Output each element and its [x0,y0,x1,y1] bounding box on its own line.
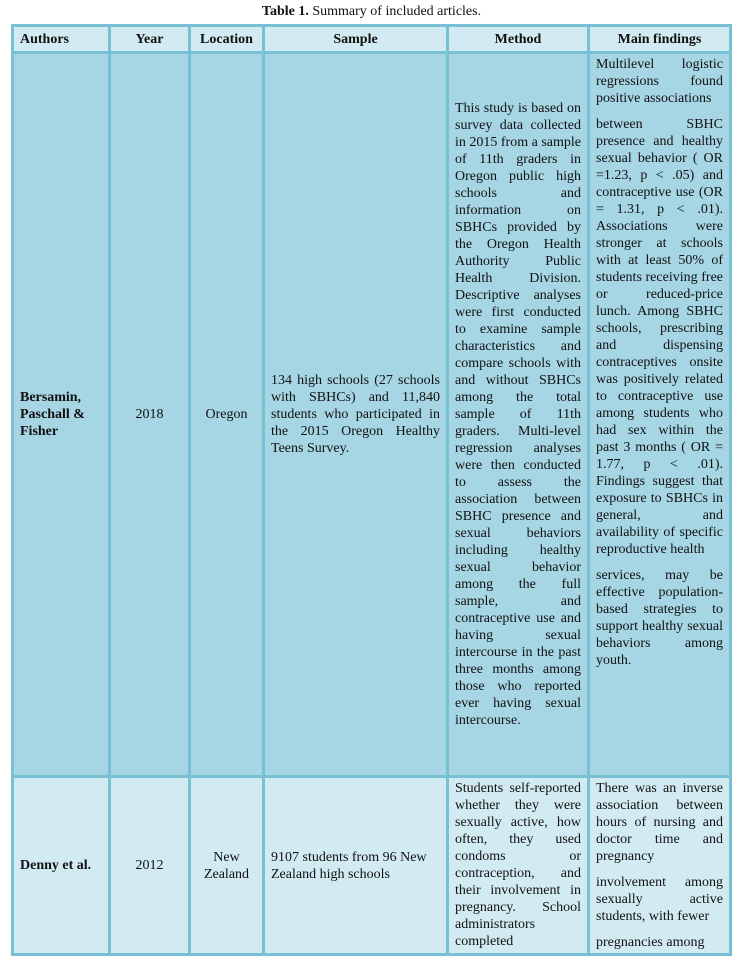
header-year: Year [110,26,190,53]
table-header-row [13,26,731,53]
cell-main-findings [589,53,731,777]
cell-authors: Bersamin, Paschall & Fisher [13,53,110,777]
cell-sample: 134 high schools (27 schools with SBHCs) and 11,840 students who participated in the 2015 Oregon Healthy Teens Survey. [264,53,448,777]
findings-paragraph: pregnancies among [596,935,705,950]
table-row [13,53,731,777]
cell-location: New Zealand [190,777,264,955]
header-method: Method [448,26,589,53]
findings-paragraph: between SBHC presence and healthy sexual behavior ( OR =1.23, p < .05) and contraceptive use (OR = 1.31, p < .01). Associations were stronger at schools with at least 50% of students receiving free or reduced-price lunch. Among SBHC schools, prescribing and dispensing contraceptives onsite was positively related to contraceptive use among students who had sex within the past 3 months ( OR = 1.77, p < .01). Findings suggest that exposure to SBHCs in general, and availability of specific reproductive health [596,117,723,557]
cell-authors: Denny et al. [13,777,110,955]
cell-main-findings [589,777,731,955]
cell-sample: 9107 students from 96 New Zealand high schools [264,777,448,955]
cell-method: This study is based on survey data collected in 2015 from a sample of 11th graders in Oregon public high schools and information on SBHCs provided by the Oregon Health Authority Public Health Division. Descriptive analyses were first conducted to examine sample characteristics and compare schools with and without SBHCs among the total sample of 11th graders. Multi-level regression analyses were then conducted to assess the association between SBHC presence and sexual behaviors including healthy sexual behavior among the full sample, and contraceptive use and having sexual intercourse in the past three months among those who reported ever having sexual intercourse. [448,53,589,777]
header-sample: Sample [264,26,448,53]
header-authors: Authors [13,26,110,53]
table-row [13,777,731,955]
cell-method: Students self-reported whether they were sexually active, how often, they used condoms or contraception, and their involvement in pregnancy. School administrators completed [448,777,589,955]
cell-year: 2012 [110,777,190,955]
findings-paragraph: Multilevel logistic regressions found positive associations [596,57,723,106]
table-caption-label: Table 1. [261,4,309,19]
header-location: Location [190,26,264,53]
summary-table [11,24,732,956]
cell-year: 2018 [110,53,190,777]
cell-location: Oregon [190,53,264,777]
table-caption-text: Summary of included articles. [308,4,482,19]
findings-paragraph: services, may be effective population-based strategies to support healthy sexual behaviors among youth. [596,568,723,668]
table-caption [0,4,743,24]
findings-paragraph: involvement among sexually active students, with fewer [596,875,723,924]
header-main-findings: Main findings [589,26,731,53]
findings-paragraph: There was an inverse association between hours of nursing and doctor time and pregnancy [596,781,723,864]
